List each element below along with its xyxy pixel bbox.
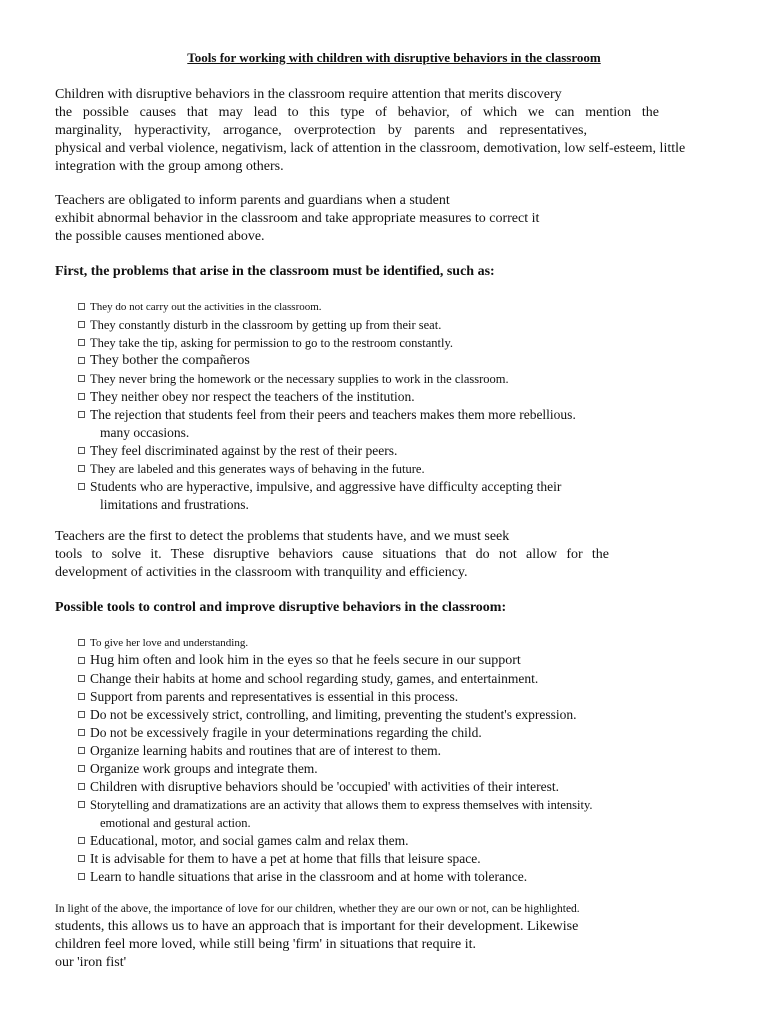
list-item: Learn to handle situations that arise in the classroom and at home with tolerance. (78, 868, 738, 886)
tools-list (78, 634, 738, 886)
intro-line: physical and verbal violence, negativism, lack of attention in the classroom, demotivation, low self-esteem, little (55, 141, 686, 156)
list-item: Educational, motor, and social games calm and relax them. (78, 832, 738, 850)
bullet-icon (78, 675, 85, 682)
list-item: They bother the compañeros (78, 352, 738, 370)
bullet-icon (78, 873, 85, 880)
detect-line: development of activities in the classroom with tranquility and efficiency. (55, 565, 468, 580)
intro-line: marginality, hyperactivity, arrogance, overprotection by parents and representatives, (55, 123, 587, 138)
intro-line: Children with disruptive behaviors in the classroom require attention that merits discovery (55, 87, 562, 102)
bullet-icon (78, 639, 85, 646)
list-item: They do not carry out the activities in the classroom. (78, 298, 738, 316)
list-item: Support from parents and representatives is essential in this process. (78, 688, 738, 706)
list-item: They are labeled and this generates ways of behaving in the future. (78, 460, 738, 478)
list-item: It is advisable for them to have a pet at home that fills that leisure space. (78, 850, 738, 868)
tools-heading: Possible tools to control and improve disruptive behaviors in the classroom: (55, 600, 507, 615)
detect-paragraph (55, 528, 735, 582)
bullet-icon (78, 321, 85, 328)
list-item: Organize learning habits and routines that are of interest to them. (78, 742, 738, 760)
list-item: Change their habits at home and school regarding study, games, and entertainment. (78, 670, 738, 688)
list-item: They take the tip, asking for permission to go to the restroom constantly. (78, 334, 738, 352)
bullet-icon (78, 801, 85, 808)
list-item: They constantly disturb in the classroom by getting up from their seat. (78, 316, 738, 334)
bullet-icon (78, 657, 85, 664)
conclusion-line: our 'iron fist' (55, 955, 127, 970)
intro-line: the possible causes that may lead to this type of behavior, of which we can mention the (55, 105, 659, 120)
list-item: Children with disruptive behaviors should be 'occupied' with activities of their interest. (78, 778, 738, 796)
bullet-icon (78, 303, 85, 310)
list-item: Organize work groups and integrate them. (78, 760, 738, 778)
conclusion-line: students, this allows us to have an approach that is important for their development. Likewise (55, 919, 579, 934)
conclusion-line: children feel more loved, while still being 'firm' in situations that require it. (55, 937, 477, 952)
intro-line: integration with the group among others. (55, 159, 284, 174)
detect-line: Teachers are the first to detect the problems that students have, and we must seek (55, 529, 510, 544)
list-item: Hug him often and look him in the eyes so that he feels secure in our support (78, 652, 738, 670)
bullet-icon (78, 357, 85, 364)
list-item: Do not be excessively strict, controlling, and limiting, preventing the student's expression. (78, 706, 738, 724)
bullet-icon (78, 483, 85, 490)
bullet-icon (78, 711, 85, 718)
list-item: The rejection that students feel from their peers and teachers makes them more rebellious. many occasions. (78, 406, 738, 442)
list-item: They neither obey nor respect the teachers of the institution. (78, 388, 738, 406)
list-item: To give her love and understanding. (78, 634, 738, 652)
teachers-paragraph (55, 192, 735, 246)
bullet-icon (78, 339, 85, 346)
bullet-icon (78, 447, 85, 454)
problems-list (78, 298, 738, 514)
problems-heading: First, the problems that arise in the classroom must be identified, such as: (55, 264, 495, 279)
list-item: Do not be excessively fragile in your determinations regarding the child. (78, 724, 738, 742)
teachers-line: Teachers are obligated to inform parents and guardians when a student (55, 193, 450, 208)
list-item: They feel discriminated against by the rest of their peers. (78, 442, 738, 460)
bullet-icon (78, 783, 85, 790)
list-item: They never bring the homework or the necessary supplies to work in the classroom. (78, 370, 738, 388)
bullet-icon (78, 465, 85, 472)
bullet-icon (78, 729, 85, 736)
document-title: Tools for working with children with disruptive behaviors in the classroom (187, 50, 601, 65)
list-item: Students who are hyperactive, impulsive, and aggressive have difficulty accepting their limitations and frustrations. (78, 478, 738, 514)
detect-line: tools to solve it. These disruptive behaviors cause situations that do not allow for the (55, 547, 609, 562)
list-item: Storytelling and dramatizations are an activity that allows them to express themselves with intensity. emotional and gestural action. (78, 796, 738, 832)
bullet-icon (78, 693, 85, 700)
teachers-line: exhibit abnormal behavior in the classroom and take appropriate measures to correct it (55, 211, 540, 226)
bullet-icon (78, 837, 85, 844)
bullet-icon (78, 747, 85, 754)
bullet-icon (78, 393, 85, 400)
bullet-icon (78, 855, 85, 862)
teachers-line: the possible causes mentioned above. (55, 229, 265, 244)
bullet-icon (78, 411, 85, 418)
conclusion-line: In light of the above, the importance of love for our children, whether they are our own or not, can be highlighted. (55, 903, 580, 915)
intro-paragraph (55, 86, 735, 176)
bullet-icon (78, 765, 85, 772)
conclusion-paragraph (55, 900, 735, 972)
bullet-icon (78, 375, 85, 382)
